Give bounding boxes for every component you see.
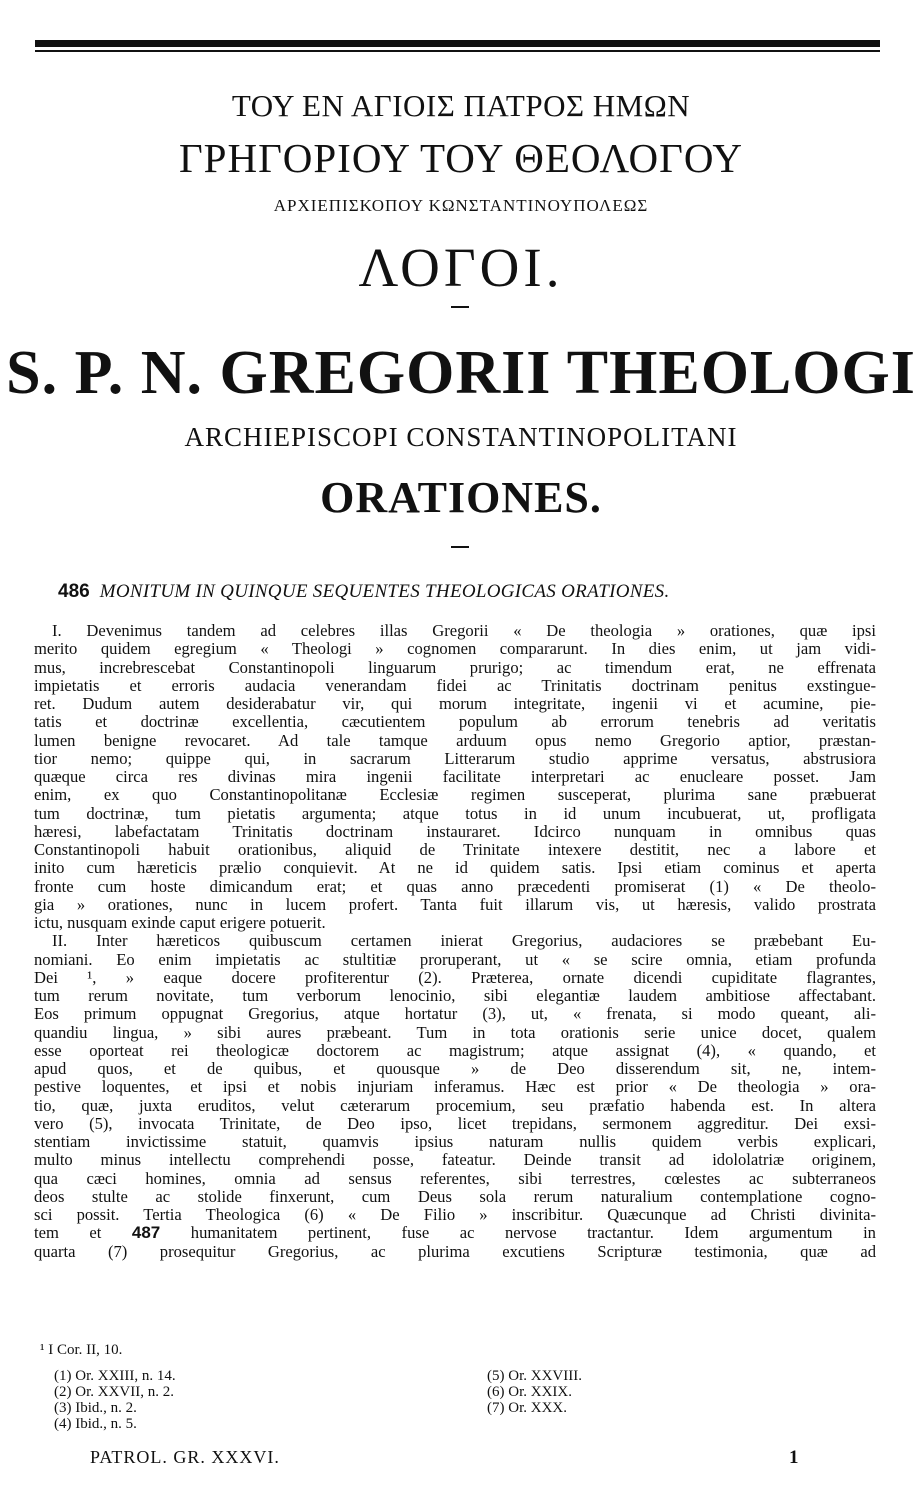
text-line: multo minus intellectu comprehendi posse, fateatur. Deinde transit ad idololatriæ originem, [34, 1151, 876, 1170]
text-line [34, 1224, 876, 1242]
text-line: ret. Dudum autem desiderabatur vir, qui morum integritate, ingenii vi et acumine, pie- [34, 695, 876, 713]
top-rule-thin [35, 50, 880, 52]
latin-author-office: ARCHIEPISCOPI CONSTANTINOPOLITANI [184, 422, 738, 452]
footnote: (3) Ibid., n. 2. [54, 1400, 137, 1416]
greek-work-title: ΛΟΓΟΙ. [358, 237, 564, 298]
page-number: 1 [789, 1447, 799, 1468]
text-line: lumen benigne revocaret. Ad tale tamque arduum opus nemo Gregorio aptior, præstan- [34, 731, 876, 750]
scripture-footnote: ¹ I Cor. II, 10. [40, 1342, 123, 1358]
column-number: 486 [58, 581, 90, 602]
text-line: tatis et doctrinæ excellentia, cæcutientem populum ab errorum tenebris ad veritatis [34, 713, 876, 732]
text-line: Constantinopoli habuit orationibus, aliquid de Trinitate intexere destitit, nec a labore et [34, 841, 876, 859]
text-line: Dei ¹, » eaque docere profiterentur (2). Præterea, ornate dicendi cupiditate flagrantes, [34, 968, 876, 987]
text-fragment: humanitatem pertinent, fuse ac nervose tractantur. Idem argumentum in [190, 1224, 876, 1243]
text-line: tum rerum novitate, tum verborum lenocinio, sibi elegantiæ laudem ambitiose affectabant. [34, 987, 876, 1005]
text-line: quarta (7) prosequitur Gregorius, ac plurima excutiens Scripturæ testimonia, quæ ad [34, 1242, 876, 1261]
text-line: qua cæci homines, omnia ad sensus referentes, sibi terrestres, cœlestes ac subterraneos [34, 1169, 876, 1188]
text-line: tum doctrinæ, tum pietatis argumenta; atque totus in id unum incubuerat, ut, profligata [34, 804, 876, 823]
footnotes-left [54, 1368, 176, 1432]
text-line: I. Devenimus tandem ad celebres illas Gregorii « De theologia » orationes, quæ ipsi [52, 622, 876, 640]
section-dash [451, 306, 469, 308]
text-line: stentiam invictissime statuit, quamvis ipsius naturam nullis quidem verbis explicari, [34, 1133, 876, 1151]
text-line: fronte cum hoste dimicandum erat; et quas anno præcedenti promiserat (1) « De theolo- [34, 877, 876, 896]
text-line: tior nemo; quippe qui, in sacrarum Litterarum studio apprime versatus, abstrusiora [34, 749, 876, 768]
text-line: enim, ex quo Constantinopolitanæ Ecclesiæ regimen susceperat, plurima sane præbuerat [34, 786, 876, 805]
text-line: merito quidem egregium « Theologi » cognomen compararunt. In dies enim, ut jam vidi- [34, 640, 876, 659]
latin-author-name: S. P. N. GREGORII THEOLOGI [6, 339, 916, 407]
column-marker: 487 [131, 1224, 161, 1243]
top-rule-thick [35, 40, 880, 47]
text-line: nomiani. Eo enim impietatis ac stultitiæ proruperant, ut « se scire omnia, etiam profunda [34, 950, 876, 969]
text-line: inito cum hæreticis prælio conquievit. At ne id quidem satis. Ipsi etiam cominus et aperta [34, 859, 876, 878]
text-line: hæresi, labefactatam Trinitatis doctrinam instauraret. Idcirco nunquam in omnibus quas [34, 822, 876, 841]
text-line: vero (5), invocata Trinitate, de Deo ipso, licet trepidans, sermonem aggreditur. Dei exsi- [34, 1114, 876, 1133]
footnote: (4) Ibid., n. 5. [54, 1416, 137, 1432]
text-line: apud quos, et de quibus, et quousque » de Deo disserendum sit, ne, intem- [34, 1060, 876, 1078]
footnotes-right [487, 1368, 582, 1416]
section-dash [451, 546, 469, 548]
text-line: II. Inter hæreticos quibuscum certamen inierat Gregorius, audaciores se præbebant Eu- [52, 932, 876, 951]
monitum-title: MONITUM IN QUINQUE SEQUENTES THEOLOGICAS ORATIONES. [99, 581, 670, 602]
greek-author-office: ΑΡΧΙΕΠΙΣΚΟΠΟΥ ΚΩΝΣΤΑΝΤΙΝΟΥΠΟΛΕΩΣ [273, 196, 649, 215]
text-line: pestive loquentes, et ipsi et nobis injuriam inferamus. Hæc est prior « De theologia » ora- [34, 1078, 876, 1097]
volume-signature: PATROL. GR. XXXVI. [90, 1447, 280, 1467]
monitum-heading [58, 581, 878, 603]
text-line: deos stulte ac stolide finxerunt, cum Deus sola rerum naturalium contemplatione cogno- [34, 1187, 876, 1206]
text-line: sci possit. Tertia Theologica (6) « De Filio » inscribitur. Quæcunque ad Christi divinita- [34, 1206, 876, 1224]
footnote: (2) Or. XXVII, n. 2. [54, 1384, 174, 1400]
text-line: impietatis et erroris audacia venerandam fidei ac Trinitatis doctrinam penitus exstingue- [34, 676, 876, 695]
text-line: esse oporteat rei theologicæ doctorem ac magistrum; atque assignat (4), « quando, et [34, 1041, 876, 1060]
text-line: tio, quæ, juxta eruditos, velut cæterarum procemium, seu præfatio habenda est. In altera [34, 1096, 876, 1115]
text-line: ictu, nusquam exinde caput erigere potuerit. [34, 914, 326, 932]
footnote: (1) Or. XXIII, n. 14. [54, 1368, 176, 1384]
text-line: Eos primum oppugnat Gregorius, atque hortatur (3), ut, « frenata, si modo queant, ali- [34, 1005, 876, 1024]
text-line: quæque circa res divinas mira ingenii facilitate interpretari ac enucleare posset. Jam [34, 768, 876, 786]
footnote: (6) Or. XXIX. [487, 1384, 572, 1400]
text-line: quandiu lingua, » sibi aures præbeant. Tum in tota orationis serie unice docet, qualem [34, 1023, 876, 1042]
body-text [34, 622, 876, 1261]
text-line: gia » orationes, nunc in lucem profert. Tanta fuit illarum vis, ut hæresis, valido prostrata [34, 895, 876, 914]
text-line: mus, increbrescebat Constantinopoli linguarum prurigo; ac timendum erat, ne effrenata [34, 658, 876, 677]
footnote: (5) Or. XXVIII. [487, 1368, 582, 1384]
footnote: (7) Or. XXX. [487, 1400, 567, 1416]
latin-work-title: ORATIONES. [320, 473, 602, 522]
text-fragment: tem et [34, 1224, 102, 1243]
greek-title-line-1: ΤΟΥ ΕΝ ΑΓΙΟΙΣ ΠΑΤΡΟΣ ΗΜΩΝ [231, 88, 691, 123]
greek-author-name: ΓΡΗΓΟΡΙΟΥ ΤΟΥ ΘΕΟΛΟΓΟΥ [178, 135, 744, 181]
